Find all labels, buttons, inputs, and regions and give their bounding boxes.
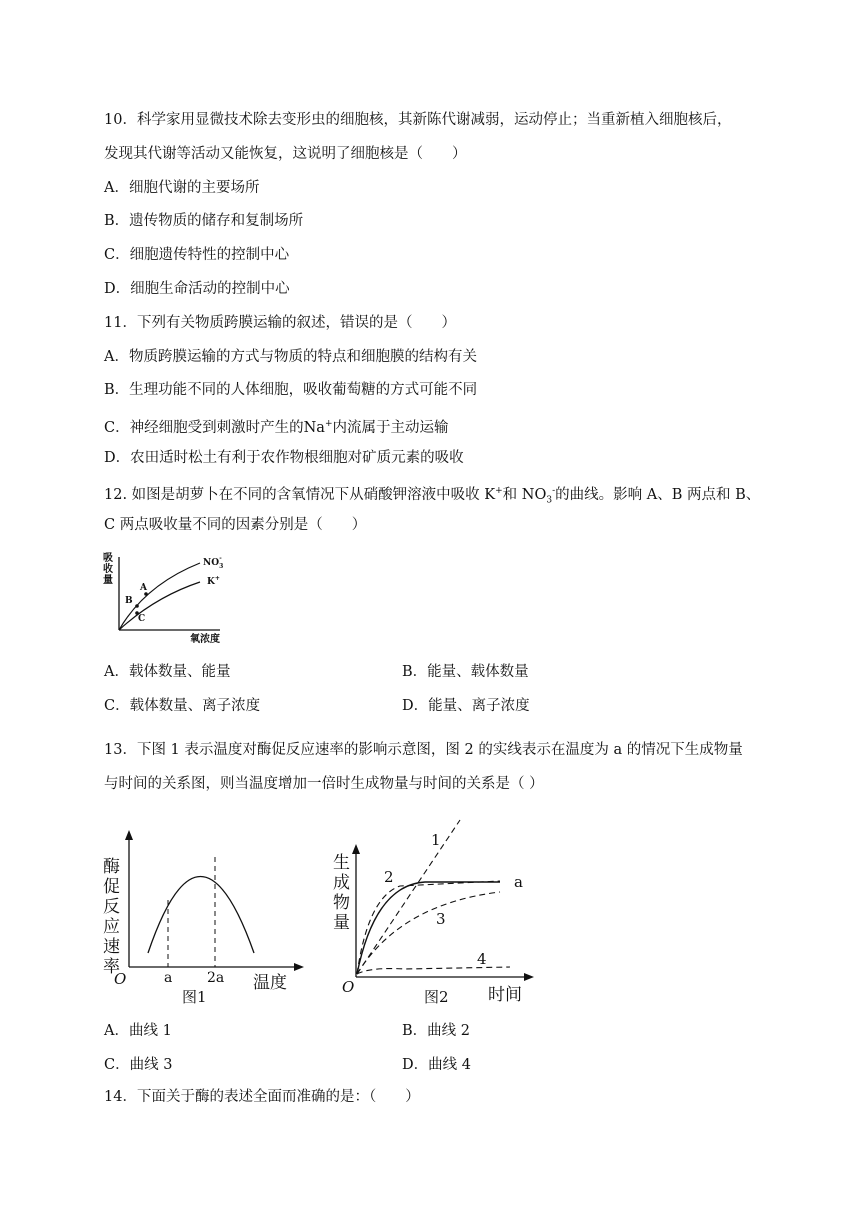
q12-y-label-1: 吸 (103, 553, 113, 564)
fig1-y-char-3: 反 (103, 897, 120, 917)
fig1-origin: O (114, 970, 127, 988)
fig1-y-char-4: 应 (103, 917, 120, 937)
fig1-curve (148, 877, 254, 954)
q11-option-a: A．物质跨膜运输的方式与物质的特点和细胞膜的结构有关 (104, 349, 477, 365)
fig1-x-label: 温度 (253, 973, 287, 993)
fig2-curve-4 (357, 967, 510, 974)
q12-stem-line1: 12. 如图是胡萝卜在不同的含氧情况下从硝酸钾溶液中吸收 K+和 $NO_3^-$的曲线。影响 A、B 两点和 B、 (104, 486, 761, 506)
q12-point-b (135, 604, 139, 608)
q13-stem-line1: 13．下图 1 表示温度对酶促反应速率的影响示意图，图 2 的实线表示在温度为 a 的情况下生成物量 (104, 742, 743, 758)
fig2-x-arrow (524, 973, 534, 981)
fig2-label-4: 4 (477, 950, 487, 968)
fig1-tick-a: a (164, 970, 173, 986)
fig1-tick-2a: 2a (207, 970, 225, 986)
fig1-y-char-1: 酶 (103, 857, 120, 877)
fig1-y-char-5: 速 (103, 937, 120, 957)
q12-figure (100, 545, 240, 645)
q10-option-a: A．细胞代谢的主要场所 (104, 180, 260, 196)
q12-curve-k (119, 582, 200, 630)
fig1-x-arrow (294, 963, 304, 971)
q11-stem: 11．下列有关物质跨膜运输的叙述，错误的是（ ） (104, 315, 456, 331)
q10-stem-line2: 发现其代谢等活动又能恢复，这说明了细胞核是（ ） (104, 146, 467, 162)
q12-stem-line2: C 两点吸收量不同的因素分别是（ ） (104, 517, 367, 533)
fig2-label-1: 1 (431, 831, 441, 849)
q11-option-c: C．神经细胞受到刺激时产生的Na+内流属于主动运输 (104, 419, 449, 436)
fig2-y-char-2: 成 (333, 873, 350, 893)
q12-option-c: C．载体数量、离子浓度 (104, 698, 261, 714)
fig2-origin: O (342, 978, 355, 996)
fig2-x-label: 时间 (488, 985, 522, 1005)
q10-option-b: B．遗传物质的储存和复制场所 (104, 213, 304, 229)
q10-stem-line1: 10．科学家用显微技术除去变形虫的细胞核，其新陈代谢减弱，运动停止；当重新植入细胞核后， (104, 112, 732, 128)
fig2-label-2: 2 (384, 868, 394, 886)
fig1-y-arrow (125, 830, 133, 840)
q13-figure-2 (330, 812, 540, 1007)
q12-label-k: K+ (207, 575, 220, 587)
fig1-y-char-6: 率 (103, 957, 120, 977)
q13-figure-1 (100, 820, 310, 1015)
fig2-caption: 图2 (424, 988, 449, 1006)
q13-option-c: C．曲线 3 (104, 1057, 173, 1073)
fig2-label-a: a (514, 873, 523, 891)
q13-option-a: A．曲线 1 (104, 1023, 172, 1039)
q12-y-label-3: 量 (103, 575, 113, 586)
fig2-y-char-1: 生 (333, 853, 350, 873)
q11-option-d: D．农田适时松土有利于农作物根细胞对矿质元素的吸收 (104, 450, 464, 466)
q12-x-label: 氧浓度 (190, 634, 220, 645)
fig2-y-char-4: 量 (333, 913, 350, 933)
q11-option-b: B．生理功能不同的人体细胞，吸收葡萄糖的方式可能不同 (104, 382, 478, 398)
fig2-label-3: 3 (436, 910, 446, 928)
q12-label-c: C (138, 614, 146, 624)
fig2-curve-1 (357, 820, 460, 974)
fig1-caption: 图1 (182, 988, 207, 1006)
fig1-y-char-2: 促 (103, 877, 120, 897)
q12-label-no3: $NO_3-$ (203, 555, 224, 570)
q10-option-c: C．细胞遗传特性的控制中心 (104, 247, 290, 263)
q12-option-a: A．载体数量、能量 (104, 664, 231, 680)
q13-option-b: B．曲线 2 (402, 1023, 470, 1039)
fig2-y-arrow (352, 844, 360, 854)
q12-y-label-2: 收 (103, 564, 113, 575)
q12-option-d: D．能量、离子浓度 (402, 698, 530, 714)
q13-stem-line2: 与时间的关系图，则当温度增加一倍时生成物量与时间的关系是（ ） (104, 776, 544, 792)
q12-label-b: B (125, 596, 133, 606)
q14-stem: 14．下面关于酶的表述全面而准确的是：（ ） (104, 1089, 420, 1105)
q10-option-d: D．细胞生命活动的控制中心 (104, 281, 290, 297)
q12-label-a: A (140, 583, 147, 593)
fig2-y-char-3: 物 (333, 893, 350, 913)
q13-option-d: D．曲线 4 (402, 1057, 471, 1073)
q12-option-b: B．能量、载体数量 (402, 664, 529, 680)
